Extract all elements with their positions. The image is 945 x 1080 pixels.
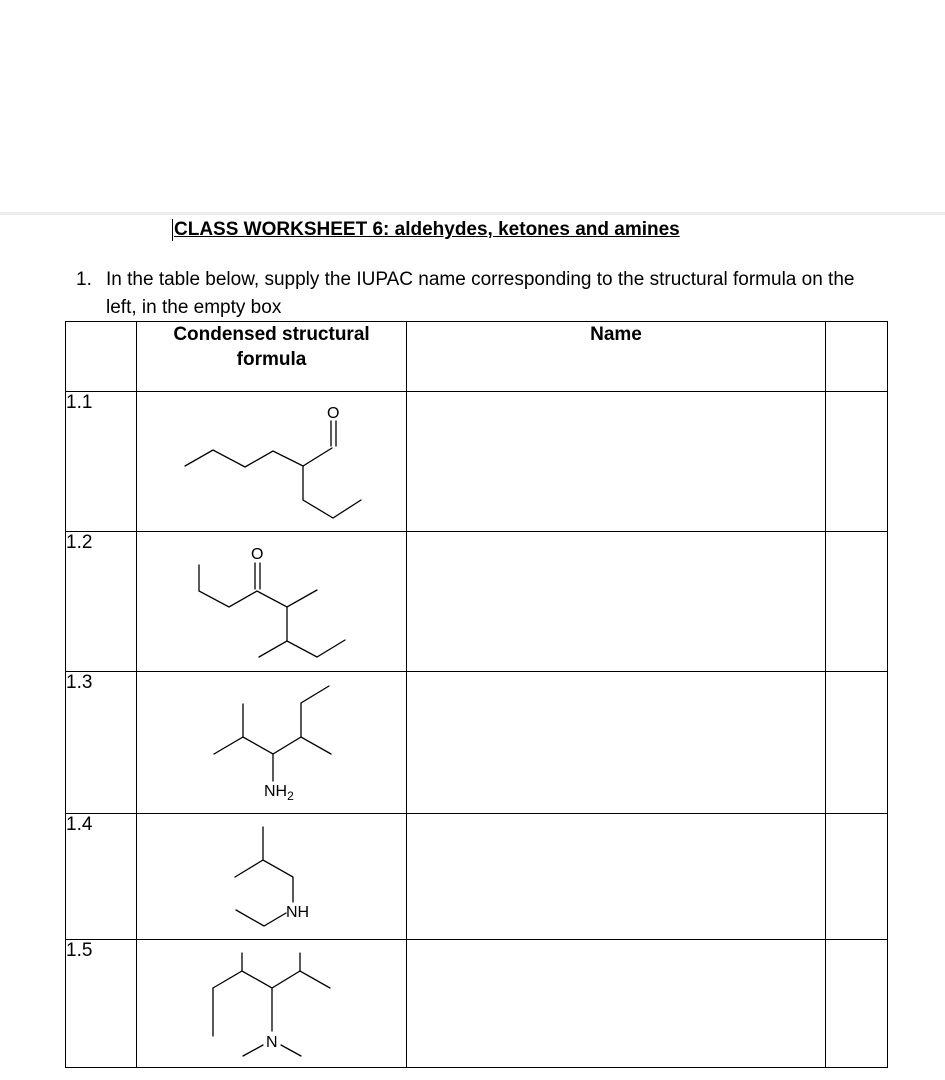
- structure-1-5-diagram: [137, 940, 406, 1067]
- lower-branch: [259, 607, 287, 657]
- structure-1-1-diagram: [137, 392, 406, 531]
- n-methyl-left: [243, 1045, 263, 1056]
- question-number: 1.: [76, 269, 92, 290]
- row-number: 1.2: [66, 532, 137, 672]
- extra-cell: [826, 940, 888, 1068]
- carbon-chain: [214, 737, 331, 754]
- table-row: [66, 392, 888, 532]
- extra-cell: [826, 814, 888, 940]
- ethyl-branch: [303, 466, 361, 518]
- header-number: [66, 322, 137, 392]
- extra-cell: [826, 672, 888, 814]
- header-formula: Condensed structural formula: [137, 322, 407, 392]
- ethyl-branch: [301, 686, 329, 737]
- name-answer-cell[interactable]: [407, 814, 826, 940]
- name-table: [65, 321, 888, 1068]
- question-1: [76, 266, 876, 322]
- question-text: In the table below, supply the IUPAC name corresponding to the structural formula on the left, in the empty box: [106, 269, 855, 318]
- name-answer-cell[interactable]: [407, 940, 826, 1068]
- carbon-chain: [199, 565, 317, 607]
- name-answer-cell[interactable]: [407, 532, 826, 672]
- text-cursor: [172, 219, 173, 241]
- carbon-chain: [185, 448, 332, 467]
- atom-label-oxygen: O: [327, 405, 340, 422]
- n-methyl-right: [281, 1045, 301, 1056]
- structure-cell: [137, 672, 407, 814]
- atom-label-amine: $NH_2$: [264, 783, 294, 803]
- table-row: [66, 672, 888, 814]
- structure-1-4-diagram: [137, 814, 406, 939]
- header-name: Name: [407, 322, 826, 392]
- carbon-chain: [213, 971, 330, 988]
- carbon-chain: [235, 860, 293, 902]
- ethyl-group: [236, 910, 286, 926]
- extra-cell: [826, 392, 888, 532]
- structure-1-2-diagram: [137, 532, 406, 671]
- row-number: 1.4: [66, 814, 137, 940]
- table-row: [66, 532, 888, 672]
- atom-label-amine: NH: [286, 904, 310, 921]
- header-extra: [826, 322, 888, 392]
- structure-cell: [137, 532, 407, 672]
- atom-label-nitrogen: N: [266, 1034, 278, 1051]
- table-header-row: [66, 322, 888, 392]
- structure-cell: [137, 940, 407, 1068]
- name-answer-cell[interactable]: [407, 392, 826, 532]
- atom-label-oxygen: O: [251, 546, 264, 563]
- table-row: [66, 940, 888, 1068]
- worksheet-title: CLASS WORKSHEET 6: aldehydes, ketones and amines: [174, 219, 680, 240]
- name-answer-cell[interactable]: [407, 672, 826, 814]
- structure-1-3-diagram: [137, 672, 406, 813]
- row-number: 1.5: [66, 940, 137, 1068]
- table-row: [66, 814, 888, 940]
- structure-cell: [137, 814, 407, 940]
- extra-cell: [826, 532, 888, 672]
- structure-cell: [137, 392, 407, 532]
- ethyl-branch: [287, 640, 345, 657]
- page-top-divider: [0, 212, 945, 215]
- row-number: 1.3: [66, 672, 137, 814]
- row-number: 1.1: [66, 392, 137, 532]
